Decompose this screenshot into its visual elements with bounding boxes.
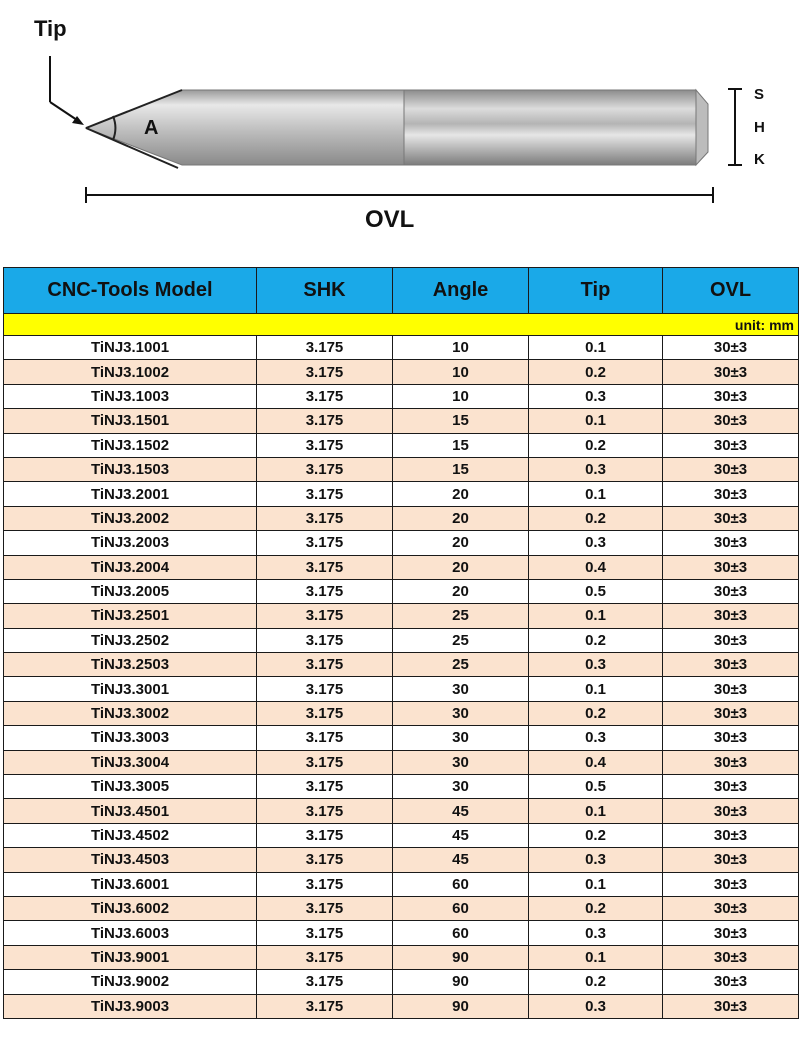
cell-ovl: 30±3 bbox=[663, 628, 799, 652]
cell-shk: 3.175 bbox=[257, 726, 393, 750]
cell-shk: 3.175 bbox=[257, 653, 393, 677]
cell-tip: 0.1 bbox=[529, 872, 663, 896]
table-row bbox=[4, 970, 799, 994]
cell-angle: 30 bbox=[393, 726, 529, 750]
cell-model: TiNJ3.3004 bbox=[4, 750, 257, 774]
cell-shk: 3.175 bbox=[257, 775, 393, 799]
table-row bbox=[4, 896, 799, 920]
cell-tip: 0.2 bbox=[529, 701, 663, 725]
cell-angle: 45 bbox=[393, 848, 529, 872]
table-row bbox=[4, 994, 799, 1018]
cell-shk: 3.175 bbox=[257, 628, 393, 652]
header-shk: SHK bbox=[257, 268, 393, 314]
cell-angle: 45 bbox=[393, 799, 529, 823]
cell-angle: 30 bbox=[393, 701, 529, 725]
cell-model: TiNJ3.1503 bbox=[4, 457, 257, 481]
cell-angle: 10 bbox=[393, 384, 529, 408]
cell-shk: 3.175 bbox=[257, 799, 393, 823]
cell-angle: 25 bbox=[393, 628, 529, 652]
cell-shk: 3.175 bbox=[257, 604, 393, 628]
cell-shk: 3.175 bbox=[257, 945, 393, 969]
cell-shk: 3.175 bbox=[257, 677, 393, 701]
cell-angle: 30 bbox=[393, 677, 529, 701]
table-row bbox=[4, 579, 799, 603]
cell-angle: 20 bbox=[393, 555, 529, 579]
spec-table bbox=[3, 267, 799, 1019]
cell-tip: 0.1 bbox=[529, 799, 663, 823]
header-ovl: OVL bbox=[663, 268, 799, 314]
cell-model: TiNJ3.2005 bbox=[4, 579, 257, 603]
cell-angle: 20 bbox=[393, 506, 529, 530]
cell-model: TiNJ3.9003 bbox=[4, 994, 257, 1018]
cell-shk: 3.175 bbox=[257, 360, 393, 384]
cell-ovl: 30±3 bbox=[663, 555, 799, 579]
cell-shk: 3.175 bbox=[257, 409, 393, 433]
table-row bbox=[4, 677, 799, 701]
cell-ovl: 30±3 bbox=[663, 604, 799, 628]
cell-angle: 30 bbox=[393, 750, 529, 774]
cell-angle: 20 bbox=[393, 482, 529, 506]
cell-model: TiNJ3.4502 bbox=[4, 823, 257, 847]
cell-ovl: 30±3 bbox=[663, 848, 799, 872]
table-row bbox=[4, 945, 799, 969]
cell-shk: 3.175 bbox=[257, 823, 393, 847]
table-row bbox=[4, 384, 799, 408]
cell-tip: 0.1 bbox=[529, 604, 663, 628]
cell-tip: 0.5 bbox=[529, 775, 663, 799]
cell-tip: 0.3 bbox=[529, 921, 663, 945]
table-row bbox=[4, 848, 799, 872]
cell-model: TiNJ3.2004 bbox=[4, 555, 257, 579]
cell-angle: 60 bbox=[393, 872, 529, 896]
angle-label: A bbox=[144, 117, 159, 139]
cell-ovl: 30±3 bbox=[663, 409, 799, 433]
cell-shk: 3.175 bbox=[257, 579, 393, 603]
cell-angle: 30 bbox=[393, 775, 529, 799]
cell-shk: 3.175 bbox=[257, 921, 393, 945]
table-row bbox=[4, 457, 799, 481]
cell-angle: 90 bbox=[393, 994, 529, 1018]
tip-pointer-arrow bbox=[50, 56, 84, 125]
cell-model: TiNJ3.2003 bbox=[4, 531, 257, 555]
cell-ovl: 30±3 bbox=[663, 531, 799, 555]
cell-tip: 0.4 bbox=[529, 750, 663, 774]
cell-ovl: 30±3 bbox=[663, 506, 799, 530]
shank bbox=[404, 90, 708, 165]
cell-ovl: 30±3 bbox=[663, 945, 799, 969]
cell-tip: 0.2 bbox=[529, 628, 663, 652]
table-row bbox=[4, 701, 799, 725]
cell-tip: 0.2 bbox=[529, 360, 663, 384]
cell-model: TiNJ3.1502 bbox=[4, 433, 257, 457]
table-row bbox=[4, 775, 799, 799]
ovl-dimension-line bbox=[86, 187, 713, 203]
cell-tip: 0.3 bbox=[529, 531, 663, 555]
cell-model: TiNJ3.6002 bbox=[4, 896, 257, 920]
cell-model: TiNJ3.6003 bbox=[4, 921, 257, 945]
cell-angle: 45 bbox=[393, 823, 529, 847]
cell-angle: 20 bbox=[393, 531, 529, 555]
cell-shk: 3.175 bbox=[257, 531, 393, 555]
cell-shk: 3.175 bbox=[257, 994, 393, 1018]
table-row bbox=[4, 823, 799, 847]
cell-model: TiNJ3.1002 bbox=[4, 360, 257, 384]
cell-ovl: 30±3 bbox=[663, 677, 799, 701]
cell-model: TiNJ3.3001 bbox=[4, 677, 257, 701]
cell-angle: 90 bbox=[393, 970, 529, 994]
cell-shk: 3.175 bbox=[257, 848, 393, 872]
cell-model: TiNJ3.1003 bbox=[4, 384, 257, 408]
shk-letter-k: K bbox=[754, 151, 765, 168]
table-row bbox=[4, 750, 799, 774]
cell-angle: 90 bbox=[393, 945, 529, 969]
table-row bbox=[4, 531, 799, 555]
cell-model: TiNJ3.1501 bbox=[4, 409, 257, 433]
cell-ovl: 30±3 bbox=[663, 482, 799, 506]
table-row bbox=[4, 482, 799, 506]
table-row bbox=[4, 506, 799, 530]
cell-ovl: 30±3 bbox=[663, 336, 799, 360]
cell-ovl: 30±3 bbox=[663, 994, 799, 1018]
table-header-row bbox=[4, 268, 799, 314]
cell-ovl: 30±3 bbox=[663, 726, 799, 750]
cell-model: TiNJ3.3003 bbox=[4, 726, 257, 750]
table-row bbox=[4, 360, 799, 384]
table-row bbox=[4, 799, 799, 823]
cell-shk: 3.175 bbox=[257, 457, 393, 481]
cell-shk: 3.175 bbox=[257, 750, 393, 774]
cell-tip: 0.1 bbox=[529, 409, 663, 433]
cell-angle: 15 bbox=[393, 409, 529, 433]
cell-angle: 60 bbox=[393, 921, 529, 945]
cell-model: TiNJ3.9002 bbox=[4, 970, 257, 994]
unit-row bbox=[4, 314, 799, 336]
cell-model: TiNJ3.2001 bbox=[4, 482, 257, 506]
cell-ovl: 30±3 bbox=[663, 750, 799, 774]
cell-angle: 25 bbox=[393, 653, 529, 677]
cell-ovl: 30±3 bbox=[663, 896, 799, 920]
cell-tip: 0.4 bbox=[529, 555, 663, 579]
cell-model: TiNJ3.2503 bbox=[4, 653, 257, 677]
table-row bbox=[4, 872, 799, 896]
cell-angle: 15 bbox=[393, 457, 529, 481]
cell-tip: 0.1 bbox=[529, 482, 663, 506]
cell-ovl: 30±3 bbox=[663, 384, 799, 408]
cell-shk: 3.175 bbox=[257, 433, 393, 457]
cell-model: TiNJ3.6001 bbox=[4, 872, 257, 896]
cell-model: TiNJ3.4501 bbox=[4, 799, 257, 823]
cell-ovl: 30±3 bbox=[663, 872, 799, 896]
cell-tip: 0.3 bbox=[529, 457, 663, 481]
cell-ovl: 30±3 bbox=[663, 579, 799, 603]
cell-ovl: 30±3 bbox=[663, 799, 799, 823]
cell-tip: 0.2 bbox=[529, 896, 663, 920]
shk-letter-s: S bbox=[754, 86, 765, 103]
cutting-head bbox=[86, 90, 405, 168]
cell-tip: 0.5 bbox=[529, 579, 663, 603]
cell-angle: 60 bbox=[393, 896, 529, 920]
cell-tip: 0.1 bbox=[529, 336, 663, 360]
cell-angle: 15 bbox=[393, 433, 529, 457]
cell-model: TiNJ3.2501 bbox=[4, 604, 257, 628]
cell-tip: 0.2 bbox=[529, 970, 663, 994]
cell-tip: 0.2 bbox=[529, 823, 663, 847]
cell-shk: 3.175 bbox=[257, 506, 393, 530]
cell-tip: 0.3 bbox=[529, 848, 663, 872]
cell-model: TiNJ3.9001 bbox=[4, 945, 257, 969]
cell-angle: 10 bbox=[393, 336, 529, 360]
table-row bbox=[4, 433, 799, 457]
table-body bbox=[4, 314, 799, 1019]
cell-tip: 0.3 bbox=[529, 726, 663, 750]
table-row bbox=[4, 628, 799, 652]
table-row bbox=[4, 555, 799, 579]
cell-model: TiNJ3.1001 bbox=[4, 336, 257, 360]
shk-letter-h: H bbox=[754, 119, 765, 136]
tool-diagram bbox=[0, 0, 800, 255]
cell-tip: 0.2 bbox=[529, 506, 663, 530]
cell-tip: 0.1 bbox=[529, 945, 663, 969]
unit-note: unit: mm bbox=[4, 314, 799, 336]
table-row bbox=[4, 726, 799, 750]
table-row bbox=[4, 921, 799, 945]
cell-model: TiNJ3.2502 bbox=[4, 628, 257, 652]
cell-shk: 3.175 bbox=[257, 896, 393, 920]
cell-tip: 0.3 bbox=[529, 384, 663, 408]
cell-ovl: 30±3 bbox=[663, 970, 799, 994]
cell-ovl: 30±3 bbox=[663, 775, 799, 799]
cell-model: TiNJ3.3005 bbox=[4, 775, 257, 799]
cell-model: TiNJ3.4503 bbox=[4, 848, 257, 872]
table-row bbox=[4, 409, 799, 433]
tip-label: Tip bbox=[34, 16, 67, 41]
cell-ovl: 30±3 bbox=[663, 921, 799, 945]
shk-dimension-bracket bbox=[728, 89, 742, 165]
cell-tip: 0.1 bbox=[529, 677, 663, 701]
cell-shk: 3.175 bbox=[257, 336, 393, 360]
table-row bbox=[4, 336, 799, 360]
header-tip: Tip bbox=[529, 268, 663, 314]
cell-shk: 3.175 bbox=[257, 482, 393, 506]
ovl-label: OVL bbox=[365, 206, 415, 233]
cell-ovl: 30±3 bbox=[663, 701, 799, 725]
table-row bbox=[4, 604, 799, 628]
cell-shk: 3.175 bbox=[257, 555, 393, 579]
cell-tip: 0.3 bbox=[529, 653, 663, 677]
cell-model: TiNJ3.2002 bbox=[4, 506, 257, 530]
table-row bbox=[4, 653, 799, 677]
header-model: CNC-Tools Model bbox=[4, 268, 257, 314]
cell-shk: 3.175 bbox=[257, 701, 393, 725]
cell-ovl: 30±3 bbox=[663, 457, 799, 481]
cell-shk: 3.175 bbox=[257, 384, 393, 408]
cell-tip: 0.2 bbox=[529, 433, 663, 457]
cell-ovl: 30±3 bbox=[663, 823, 799, 847]
cell-angle: 10 bbox=[393, 360, 529, 384]
cell-angle: 20 bbox=[393, 579, 529, 603]
cell-tip: 0.3 bbox=[529, 994, 663, 1018]
cell-angle: 25 bbox=[393, 604, 529, 628]
cell-shk: 3.175 bbox=[257, 970, 393, 994]
cell-ovl: 30±3 bbox=[663, 433, 799, 457]
cell-shk: 3.175 bbox=[257, 872, 393, 896]
header-angle: Angle bbox=[393, 268, 529, 314]
cell-ovl: 30±3 bbox=[663, 360, 799, 384]
cell-model: TiNJ3.3002 bbox=[4, 701, 257, 725]
cell-ovl: 30±3 bbox=[663, 653, 799, 677]
